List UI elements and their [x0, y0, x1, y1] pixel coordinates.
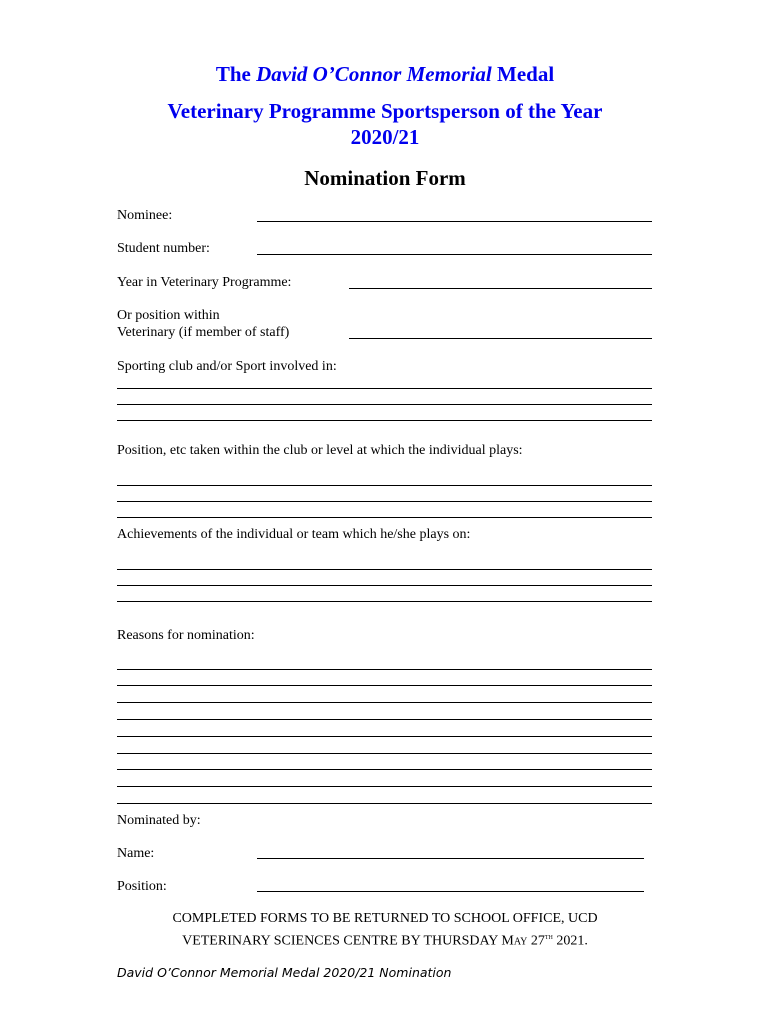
reasons-line-3[interactable]: [117, 702, 652, 703]
achievements-line-2[interactable]: [117, 585, 652, 586]
subtitle-line2: 2020/21: [350, 125, 420, 149]
student-number-field[interactable]: [257, 254, 652, 255]
reasons-line-9[interactable]: [117, 803, 652, 804]
reasons-line-7[interactable]: [117, 769, 652, 770]
club-position-line-3[interactable]: [117, 517, 652, 518]
reasons-line-6[interactable]: [117, 753, 652, 754]
nominee-label: Nominee:: [117, 208, 173, 223]
reasons-label: Reasons for nomination:: [117, 628, 255, 643]
return-instructions-line2: VETERINARY SCIENCES CENTRE BY THURSDAY May 27th 2021.: [182, 932, 588, 949]
student-number-label: Student number:: [117, 241, 210, 256]
sporting-club-line-1[interactable]: [117, 388, 652, 389]
reasons-line-2[interactable]: [117, 685, 652, 686]
year-field[interactable]: [349, 288, 652, 289]
return-instructions: [0, 910, 770, 951]
achievements-line-3[interactable]: [117, 601, 652, 602]
club-position-line-1[interactable]: [117, 485, 652, 486]
nominee-field[interactable]: [257, 221, 652, 222]
achievements-line-1[interactable]: [117, 569, 652, 570]
medal-title: [0, 61, 770, 87]
name-label: Name:: [117, 846, 155, 861]
club-position-label: Position, etc taken within the club or level at which the individual plays:: [117, 443, 523, 458]
sporting-club-line-2[interactable]: [117, 404, 652, 405]
year-label: Year in Veterinary Programme:: [117, 275, 292, 290]
sporting-club-line-3[interactable]: [117, 420, 652, 421]
reasons-line-4[interactable]: [117, 719, 652, 720]
title-suffix: Medal: [491, 62, 555, 86]
staff-position-label-line2: Veterinary (if member of staff): [117, 325, 290, 340]
title-italic-name: David O’Connor Memorial: [256, 62, 492, 86]
sporting-club-label: Sporting club and/or Sport involved in:: [117, 359, 337, 374]
reasons-line-8[interactable]: [117, 786, 652, 787]
achievements-label: Achievements of the individual or team which he/she plays on:: [117, 527, 471, 542]
staff-position-label-line1: Or position within: [117, 308, 220, 323]
nominator-position-field[interactable]: [257, 891, 644, 892]
reasons-line-1[interactable]: [117, 669, 652, 670]
name-field[interactable]: [257, 858, 644, 859]
club-position-line-2[interactable]: [117, 501, 652, 502]
form-heading: Nomination Form: [304, 166, 466, 190]
return-instructions-line1: COMPLETED FORMS TO BE RETURNED TO SCHOOL OFFICE, UCD: [172, 911, 598, 926]
nominated-by-label: Nominated by:: [117, 813, 201, 828]
reasons-line-5[interactable]: [117, 736, 652, 737]
nominator-position-label: Position:: [117, 879, 167, 894]
document-footer: David O’Connor Memorial Medal 2020/21 Nomination: [117, 965, 452, 980]
staff-position-field[interactable]: [349, 338, 652, 339]
subtitle-line1: Veterinary Programme Sportsperson of the Year: [167, 99, 603, 123]
title-prefix: The: [215, 62, 257, 86]
